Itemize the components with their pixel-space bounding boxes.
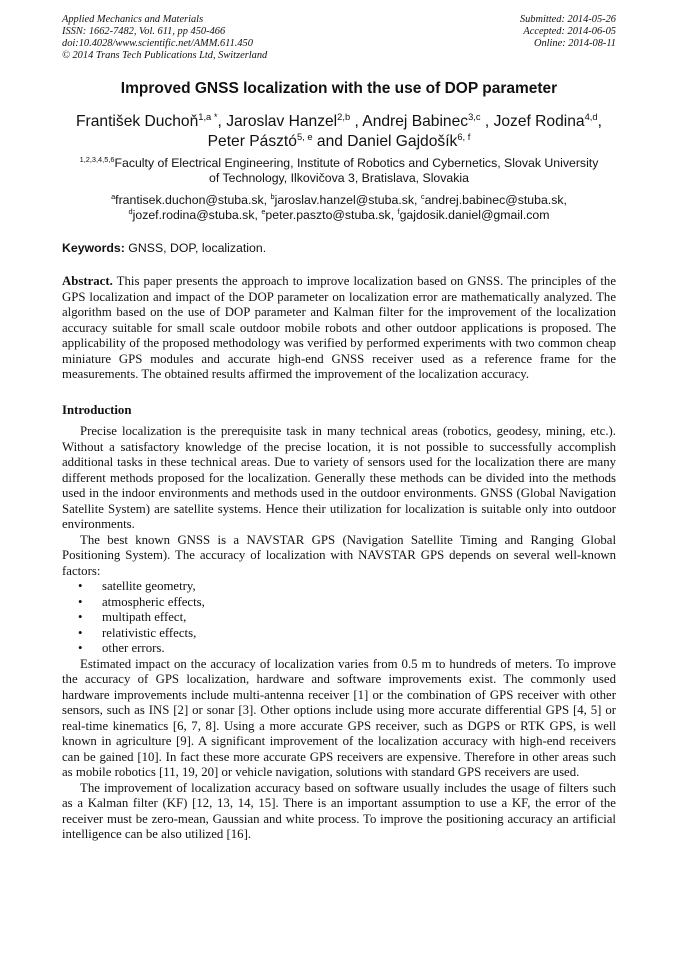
journal-info: [62, 14, 267, 62]
body: [62, 274, 616, 843]
paragraph: Precise localization is the prerequisite task in many technical areas (robotics, geodesy, mining, etc.). Without a satisfactory knowledge of the precise location, it is not possible to successfully accomplish additional tasks in these technical areas. Due to variety of sensors used for the localization there are many different methods proposed for the localization. Generally these methods can be divided into the methods used in the indoor environments and methods used in the outdoor environments. GNSS (Global Navigation Satellite System) are satellite systems. Hence their utilization for localization is suitable only into outdoor environments.: [62, 424, 616, 531]
author: František Duchoň$^{1,a *}$,: [76, 111, 227, 130]
emails: $^a$frantisek.duchon@stuba.sk, $^b$jaroslav.hanzel@stuba.sk, $^c$andrej.babinec@stuba.sk, $^d$jozef.rodina@stuba.sk, $^e$peter.paszto@stuba.sk, $^f$gajdosik.daniel@gmail.com: [111, 191, 567, 222]
journal-name: Applied Mechanics and Materials: [62, 14, 204, 25]
author: Andrej Babinec$^{3,c}$ ,: [362, 111, 494, 130]
list-item: • atmospheric effects,: [78, 594, 205, 609]
paragraph: The improvement of localization accuracy based on software usually includes the usage of filters such as a Kalman filter (KF) [12, 13, 14, 15]. There is an important assumption to use a KF, the error of the receiver must be zero-mean, Gaussian and white process. To improve the positioning accuracy an artificial intelligence can be also utilized [16].: [62, 780, 616, 841]
list-item: • other errors.: [78, 641, 165, 655]
email-link[interactable]: andrej.babinec@stuba.sk,: [424, 193, 567, 207]
email-link[interactable]: gajdosik.daniel@gmail.com: [399, 207, 550, 222]
author: Jozef Rodina$^{4,d}$,: [493, 111, 602, 130]
section-heading: Introduction: [62, 402, 132, 417]
keywords: Keywords: GNSS, DOP, localization.: [62, 241, 267, 255]
email-link[interactable]: jozef.rodina@stuba.sk,: [132, 207, 262, 222]
list-item: • multipath effect,: [78, 610, 187, 624]
paper-title: Improved GNSS localization with the use of DOP parameter: [120, 80, 558, 97]
email-link[interactable]: frantisek.duchon@stuba.sk,: [115, 193, 271, 207]
paragraph: Estimated impact on the accuracy of localization varies from 0.5 m to hundreds of meters. To improve the accuracy of GPS localization, hardware and software improvements exist. The commonly used hardware improvements include multi-antenna receiver [1] or the combination of GPS receiver with other sensors, such as INS [2] or sonar [3]. Other options include using more accurate differential GPS [4, 5] or real-time kinematics [6, 7, 8]. Using a more accurate GPS receiver, such as DGPS or RTK GPS, is well known in agriculture [9]. A significant improvement of the localization accuracy with high-end receivers can be gained [10]. In fact these more accurate GPS receivers are expensive. Therefore in other areas such as mobile robotics [11, 19, 20] or vehicle navigation, solutions with standard GPS receivers are used.: [62, 656, 616, 779]
author: Peter Pásztó$^{5, e}$ and: [207, 131, 348, 150]
author: Jaroslav Hanzel$^{2,b}$ ,: [226, 111, 363, 130]
affiliation: $^{1,2,3,4,5,6}$Faculty of Electrical Engineering, Institute of Robotics and Cybernetics, Slovak University of Technology, Ilkovičova 3, Bratislava, Slovakia: [79, 154, 599, 185]
list-item: • satellite geometry,: [78, 579, 196, 593]
submitted-date: Submitted: 2014-05-26: [519, 14, 616, 25]
doi: doi:10.4028/www.scientific.net/AMM.611.450: [62, 38, 253, 49]
abstract: Abstract. This paper presents the approach to improve localization based on GNSS. The principles of the GPS localization and impact of the DOP parameter on localization error are mathematically analyzed. The algorithm based on the use of DOP parameter and Kalman filter for the improvement of the localization accuracy suitable for small scale outdoor mobile robots and other outdoor applications is proposed. The applicability of the proposed methodology was verified by performed experiments with two common cheap miniature GPS modules and accurate high-end GNSS receiver used as a reference frame for the measurements. The obtained results affirmed the improvement of the localization accuracy.: [62, 274, 616, 381]
authors: [40, 112, 638, 152]
issn: ISSN: 1662-7482, Vol. 611, pp 450-466: [62, 26, 226, 37]
author: Daniel Gajdošík$^{6, f}$: [347, 131, 471, 150]
accepted-date: Accepted: 2014-06-05: [523, 26, 616, 37]
email-link[interactable]: jaroslav.hanzel@stuba.sk,: [274, 193, 421, 207]
list-item: • relativistic effects,: [78, 625, 197, 640]
online-date: Online: 2014-08-11: [533, 38, 616, 49]
dates: [520, 14, 616, 50]
copyright: © 2014 Trans Tech Publications Ltd, Switzerland: [62, 50, 268, 61]
paragraph: The best known GNSS is a NAVSTAR GPS (Navigation Satellite Timing and Ranging Global Positioning System). The accuracy of localization with NAVSTAR GPS depends on several well-known factors:: [62, 532, 616, 578]
email-link[interactable]: peter.paszto@stuba.sk,: [265, 207, 398, 222]
factor-list: [62, 579, 616, 657]
